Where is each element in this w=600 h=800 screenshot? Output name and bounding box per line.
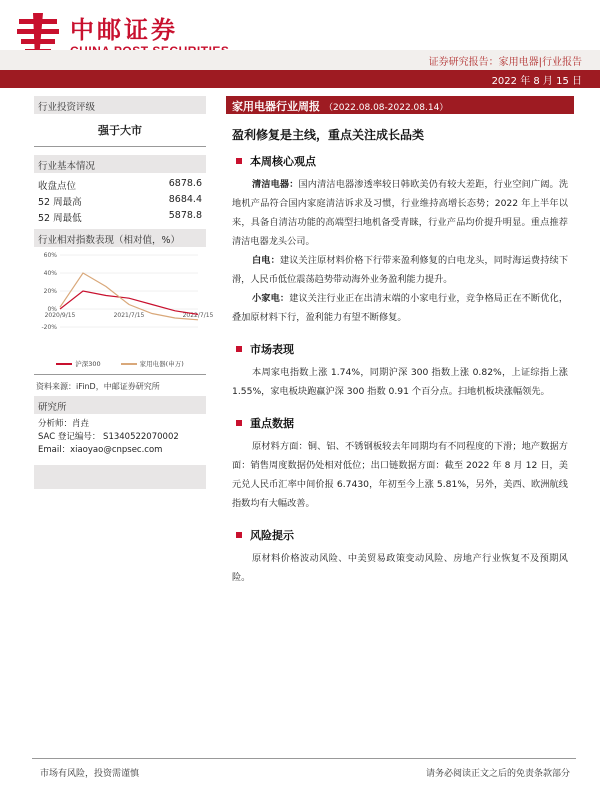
x-tick-label: 2022/7/15: [182, 312, 214, 319]
chart-legend: [34, 359, 206, 368]
analyst-email[interactable]: Email：xiaoyao@cnpsec.com: [38, 445, 163, 455]
legend-item-hs300: 沪深300: [56, 359, 100, 368]
section-paragraph: 白电：建议关注原材料价格下行带来盈利修复的白电龙头，同时海运费持续下滑，人民币低位震荡趋势带动海外业务盈利能力提升。: [232, 255, 569, 285]
section-paragraph: 小家电：建议关注行业正在出清末端的小家电行业，竞争格局正在不断优化，叠加原材料下行，盈利能力有望不断修复。: [232, 293, 569, 323]
rating-header: 行业投资评级: [34, 96, 206, 114]
series-line: [60, 291, 198, 314]
x-tick-label: 2020/9/15: [44, 312, 76, 319]
basic-row: 52 周最低 5878.8: [38, 210, 202, 224]
section: [226, 153, 574, 327]
bullet-icon: [236, 420, 242, 426]
section-paragraph: 清洁电器：国内清洁电器渗透率较日韩欧美仍有较大差距，行业空间广阔。洗地机产品符合国内家庭清洁诉求及习惯，行业维持高增长态势；2022 年上半年以来，具备自清洁功能的高端型扫地机备受青睐，行业产品均价提升明显。重点推荐清洁电器龙头公司。: [232, 179, 569, 247]
breadcrumb-band: [0, 50, 600, 70]
rating-value: 强于大市: [98, 124, 142, 137]
breadcrumb: 证券研究报告：家用电器|行业报告: [428, 57, 582, 68]
section-paragraph: 原材料价格波动风险、中美贸易政策变动风险、房地产行业恢复不及预期风险。: [232, 553, 568, 583]
legend-item-appliance: 家用电器(申万): [121, 359, 184, 368]
logo-text-cn: 中邮证券: [70, 16, 178, 44]
section: [226, 415, 574, 513]
related-reports-block: [34, 465, 206, 489]
footer-divider: [32, 758, 576, 759]
bullet-icon: [236, 158, 242, 164]
analyst-header: 研究所: [34, 396, 206, 414]
y-tick-label: 60%: [43, 252, 57, 259]
section-title: 重点数据: [226, 415, 574, 437]
index-chart: [34, 249, 214, 359]
footer-risk-note: 市场有风险，投资需谨慎: [40, 769, 140, 779]
y-tick-label: 40%: [43, 270, 57, 277]
analyst-name: 分析师：肖垚: [38, 419, 90, 429]
date-band: [0, 70, 600, 88]
section-title: 风险提示: [226, 527, 574, 549]
report-header: [0, 0, 600, 92]
basic-header: 行业基本情况: [34, 155, 206, 173]
y-tick-label: -20%: [41, 324, 57, 331]
chart-header: 行业相对指数表现（相对值，%）: [34, 229, 206, 247]
analyst-sac: SAC 登记编号： S1340522070002: [38, 432, 179, 442]
report-title: 家用电器行业周报: [232, 100, 320, 113]
basic-row: 52 周最高 8684.4: [38, 194, 202, 208]
headline: 盈利修复是主线，重点关注成长品类: [232, 128, 425, 142]
analyst-info: [34, 414, 206, 461]
y-tick-label: 20%: [43, 288, 57, 295]
index-chart-svg: [34, 249, 214, 341]
chart-source: 资料来源：iFinD，中邮证券研究所: [36, 382, 160, 391]
report-date-range: （2022.08.08-2022.08.14）: [324, 103, 449, 113]
main-content: [226, 96, 574, 587]
footer-disclaimer: 请务必阅读正文之后的免责条款部分: [425, 769, 570, 779]
section: [226, 527, 574, 587]
sections: [226, 153, 574, 587]
section-title: 市场表现: [226, 341, 574, 363]
left-sidebar: [34, 96, 214, 489]
basic-row: 收盘点位 6878.6: [38, 178, 202, 192]
y-tick-label: 0%: [47, 306, 57, 313]
section-paragraph: 原材料方面：铜、铝、不锈钢板较去年同期均有不同程度的下滑；地产数据方面：销售周度数据仍处相对低位；出口链数据方面：截至 2022 年 8 月 12 日，美元兑人民币汇率中间价报 6.7430，年初至今上涨 5.81%，另外，美西、欧洲航线指数均有大幅改善。: [232, 441, 568, 509]
x-tick-label: 2021/7/15: [113, 312, 145, 319]
bullet-icon: [236, 532, 242, 538]
section-paragraph: 本周家电指数上涨 1.74%，同期沪深 300 指数上涨 0.82%，上证综指上涨 1.55%，家电板块跑赢沪深 300 指数 0.91 个百分点。扫地机板块涨幅领先。: [232, 367, 568, 397]
section-title: 本周核心观点: [226, 153, 574, 175]
report-title-bar: [226, 96, 574, 114]
section: [226, 341, 574, 401]
report-date: 2022 年 8 月 15 日: [491, 76, 582, 87]
bullet-icon: [236, 346, 242, 352]
